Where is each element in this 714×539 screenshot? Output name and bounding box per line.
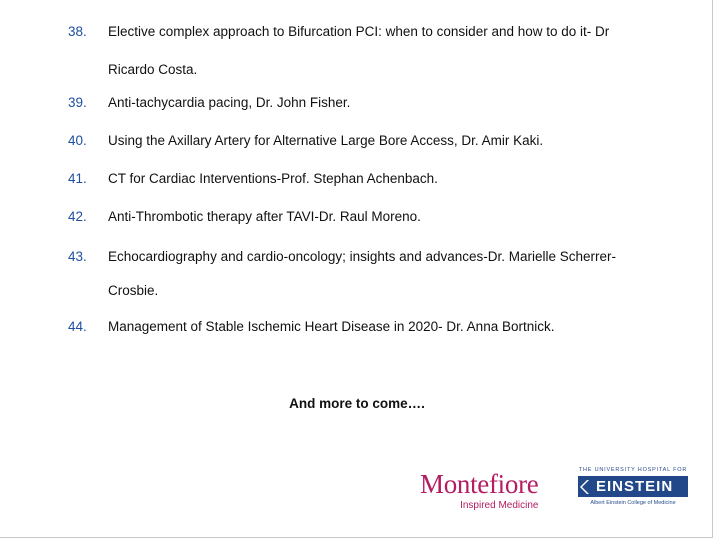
einstein-bottom-text: Albert Einstein College of Medicine (590, 500, 676, 506)
item-text-line: Anti-Thrombotic therapy after TAVI-Dr. Raul Moreno. (108, 209, 421, 224)
einstein-logo (578, 467, 688, 506)
item-text-line: Echocardiography and cardio-oncology; insights and advances-Dr. Marielle Scherrer- (108, 249, 617, 264)
list-item-38 (0, 13, 714, 89)
einstein-top-text: THE UNIVERSITY HOSPITAL FOR (578, 467, 688, 473)
item-number: 43. (68, 249, 87, 264)
item-number: 38. (68, 24, 87, 39)
montefiore-brand: Montefiore (420, 469, 539, 499)
item-text-line: Crosbie. (108, 283, 159, 298)
item-text-line: Anti-tachycardia pacing, Dr. John Fisher. (108, 95, 351, 110)
einstein-name-box (578, 476, 688, 497)
item-text-line: Elective complex approach to Bifurcation PCI: when to consider and how to do it- Dr (108, 24, 610, 39)
item-number: 42. (68, 209, 87, 224)
item-number: 40. (68, 133, 87, 148)
montefiore-tagline: Inspired Medicine (460, 500, 539, 511)
montefiore-logo (420, 470, 538, 511)
einstein-name: EINSTEIN (596, 478, 674, 495)
item-number: 44. (68, 319, 87, 334)
chevron-left-icon (578, 476, 592, 497)
item-number: 39. (68, 95, 87, 110)
list-item-43 (0, 238, 714, 314)
item-number: 41. (68, 171, 87, 186)
item-text-line: Using the Axillary Artery for Alternative Large Bore Access, Dr. Amir Kaki. (108, 133, 544, 148)
item-text-line: CT for Cardiac Interventions-Prof. Stephan Achenbach. (108, 171, 438, 186)
item-text-line: Management of Stable Ischemic Heart Disease in 2020- Dr. Anna Bortnick. (108, 319, 555, 334)
more-to-come-note: And more to come…. (289, 396, 425, 411)
item-text-line: Ricardo Costa. (108, 62, 198, 77)
